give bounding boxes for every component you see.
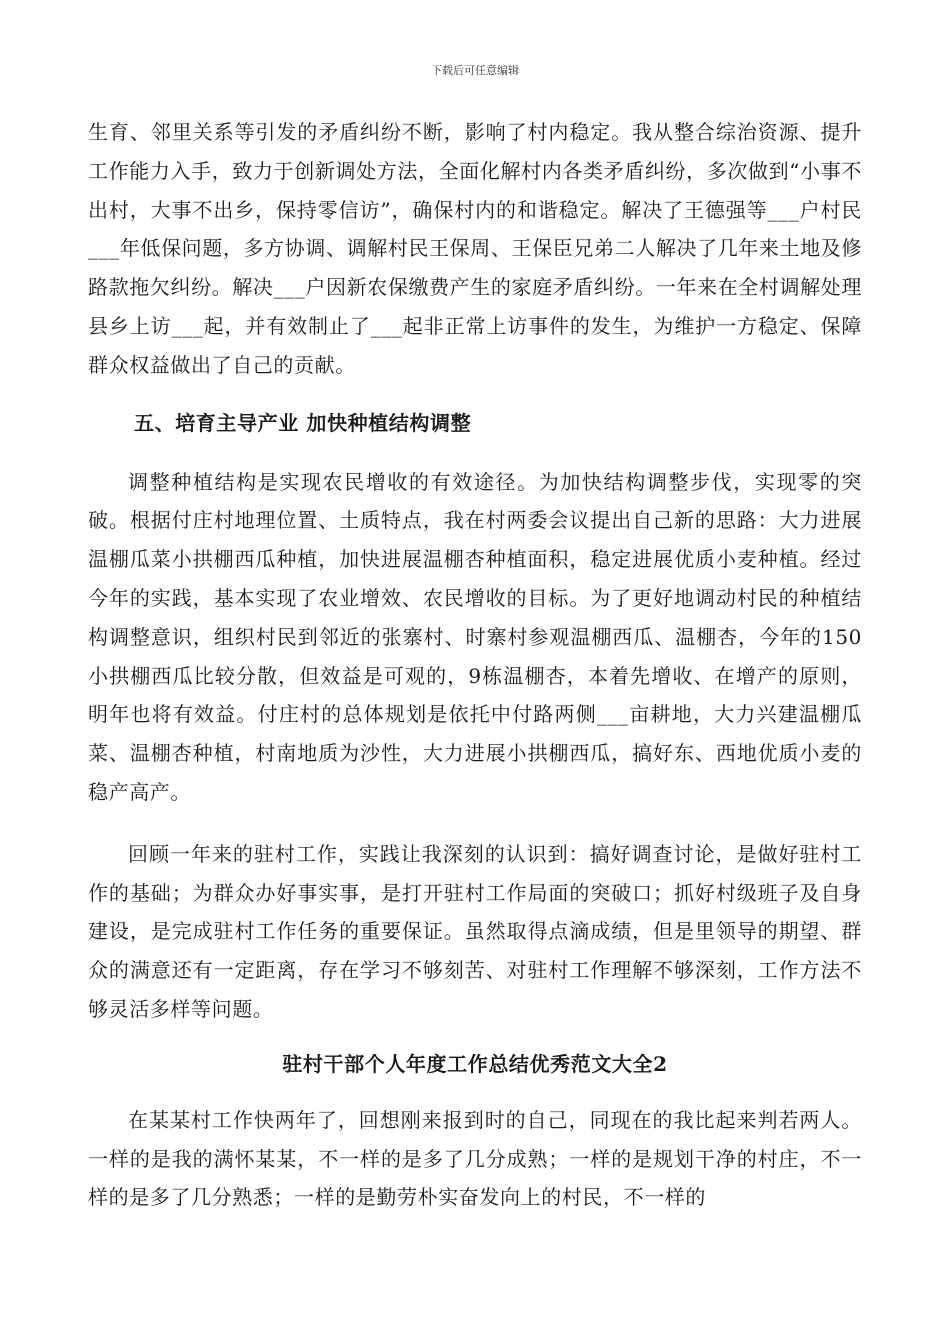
paragraph-planting-structure: 调整种植结构是实现农民增收的有效途径。为加快结构调整步伐，实现零的突破。根据付庄村地理位置、土质特点，我在村两委会议提出自己新的思路：大力进展温棚瓜菜小拱棚西瓜种植，加快进展温棚杏种植面积，稳定进展优质小麦种植。经过今年的实践，基本实现了农业增效、农民增收的目标。为了更好地调动村民的种植结构调整意识，组织村民到邻近的张寨村、时寨村参观温棚西瓜、温棚杏，今年的150小拱棚西瓜比较分散，但效益是可观的，9栋温棚杏，本着先增收、在增产的原则，明年也将有效益。付庄村的总体规划是依托中付路两侧___亩耕地，大力兴建温棚瓜菜、温棚杏种植，村南地质为沙性，大力进展小拱棚西瓜，搞好东、西地优质小麦的稳产高产。 — [88, 469, 862, 804]
header-note: 下载后可任意编辑 — [431, 64, 519, 77]
section-heading-5: 五、培育主导产业 加快种植结构调整 — [134, 410, 472, 435]
paragraph-review: 回顾一年来的驻村工作，实践让我深刻的认识到：搞好调查讨论，是做好驻村工作的基础；为群众办好事实事，是打开驻村工作局面的突破口；抓好村级班子及自身建设，是完成驻村工作任务的重要保证。虽然取得点滴成绩，但是里领导的期望、群众的满意还有一定距离，存在学习不够刻苦、对驻村工作理解不够深刻，工作方法不够灵活多样等问题。 — [88, 841, 862, 1021]
document-body — [88, 113, 862, 1217]
paragraph-article-2-intro: 在某某村工作快两年了，回想刚来报到时的自己，同现在的我比起来判若两人。一样的是我的满怀某某，不一样的是多了几分成熟；一样的是规划干净的村庄，不一样的是多了几分熟悉；一样的是勤劳朴实奋发向上的村民，不一样的 — [88, 1107, 862, 1210]
paragraph-dispute-mediation: 生育、邻里关系等引发的矛盾纠纷不断，影响了村内稳定。我从整合综治资源、提升工作能力入手，致力于创新调处方法，全面化解村内各类矛盾纠纷，多次做到“小事不出村，大事不出乡，保持零信访”，确保村内的和谐稳定。解决了王德强等___户村民___年低保问题，多方协调、调解村民王保周、王保臣兄弟二人解决了几年来土地及修路款拖欠纠纷。解决___户因新农保缴费产生的家庭矛盾纠纷。一年来在全村调解处理县乡上访___起，并有效制止了___起非正常上访事件的发生，为维护一方稳定、保障群众权益做出了自己的贡献。 — [88, 120, 862, 377]
article-2-title: 驻村干部个人年度工作总结优秀范文大全2 — [282, 1051, 668, 1076]
